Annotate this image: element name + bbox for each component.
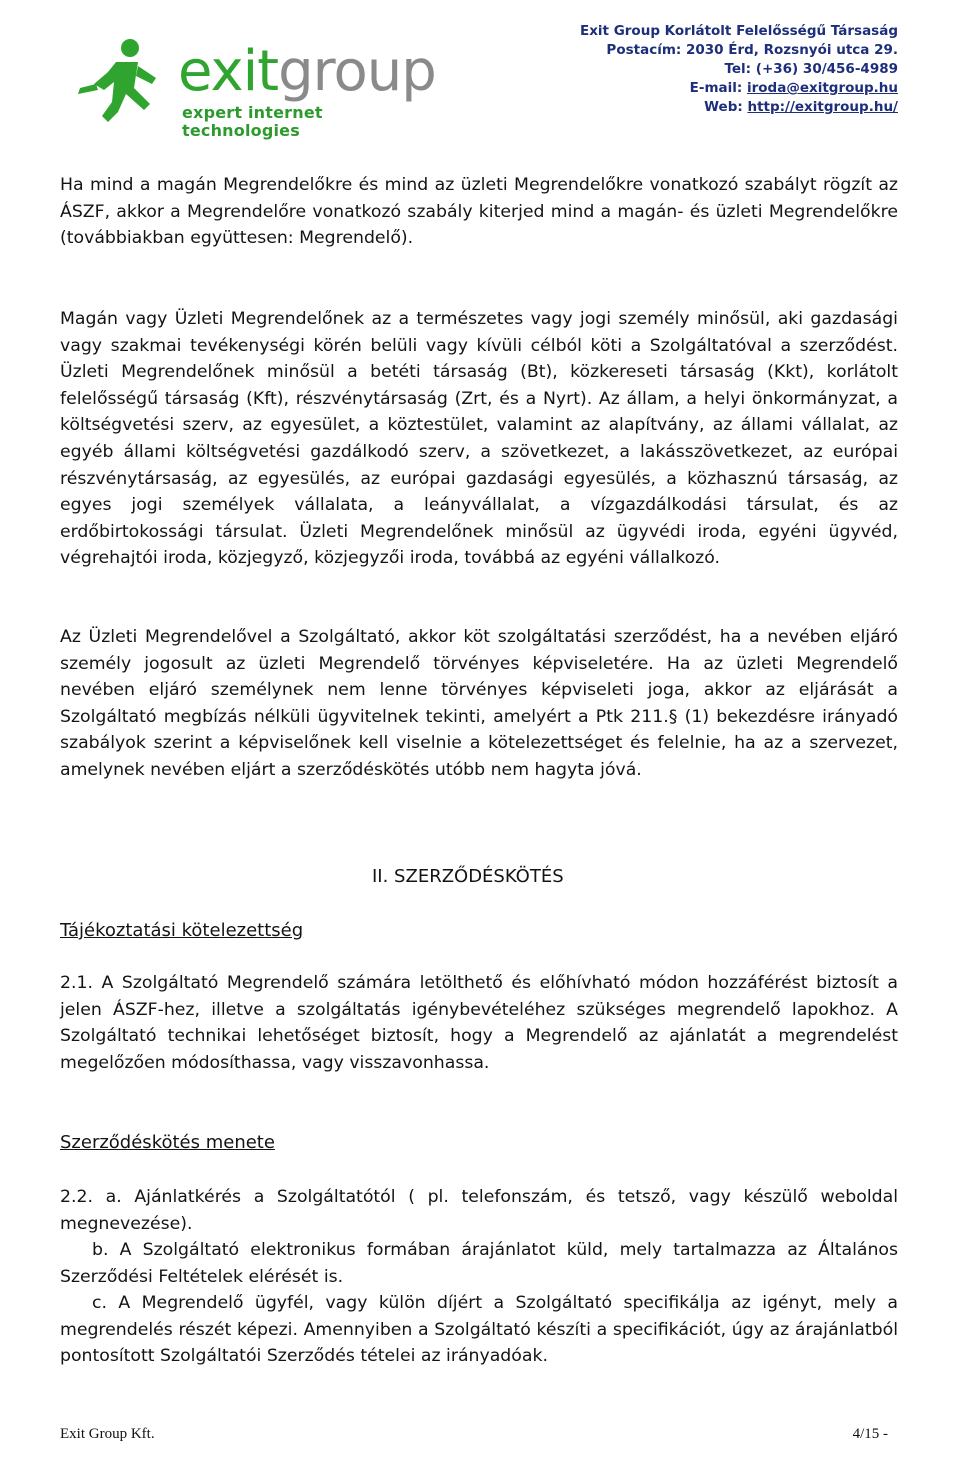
paragraph-2-2-a: 2.2. a. Ajánlatkérés a Szolgáltatótól ( pl. telefonszám, és tetsző, vagy készülő weboldal megnevezése). [60,1187,898,1234]
paragraph-uzleti-megrendelo: Magán vagy Üzleti Megrendelőnek az a természetes vagy jogi személy minősül, aki gazdasági vagy szakmai tevékenységi körén belüli vagy kívüli célból köti a Szolgáltatóval a szerződést. Üzleti Megrendelőnek minősül a betéti társaság (Bt), közkereseti társaság (Kkt), korlátolt felelősségű társaság (Kft), részvénytársaság (Zrt, és a Nyrt). Az állam, a helyi önkormányzat, a költségvetési szerv, az egyesület, a köztestület, valamint az alapítvány, az állami vállalat, az egyéb állami költségvetési gazdálkodó szerv, a szövetkezet, a lakásszövetkezet, az európai részvénytársaság, az egyesülés, az európai gazdasági egyesülés, a közhasznú társaság, az egyes jogi személyek vállalata, a leányvállalat, a vízgazdálkodási társulat, és az erdőbirtokossági társulat. Üzleti Megrendelőnek minősül az ügyvédi iroda, egyéni ügyvéd, végrehajtói iroda, közjegyző, közjegyzői iroda, továbbá az egyéni vállalkozó. [60,309,898,569]
company-info [580,22,898,117]
logo-tagline: expert internet technologies [182,103,323,140]
footer-page-number: 4/15 - [852,1426,888,1442]
company-web-line: Web: http://exitgroup.hu/ [704,99,898,115]
paragraph-2-1: 2.1. A Szolgáltató Megrendelő számára letölthető és előhívható módon hozzáférést biztosít a jelen ÁSZF-hez, illetve a szolgáltatás igénybevételéhez szükséges megrendelő lapokhoz. A Szolgáltató technikai lehetőséget biztosít, hogy a Megrendelő az ajánlatát a megrendelést megelőzően módosíthassa, vagy visszavonhassa. [60,973,898,1073]
company-phone: Tel: (+36) 30/456-4989 [724,61,898,77]
logo-wordmark: exitgroup [178,39,436,104]
paragraph-kepviselet: Az Üzleti Megrendelővel a Szolgáltató, akkor köt szolgáltatási szerződést, ha a nevében eljáró személy jogosult az üzleti Megrendelő törvényes képviseletére. Ha az üzleti Megrendelő nevében eljáró személynek nem lenne törvényes képviseleti joga, akkor az eljárását a Szolgáltató megbízás nélküli ügyvitelnek tekinti, amelyért a Ptk 211.§ (1) bekezdésre irányadó szabályok szerint a képviselőnek kell viselnie a kötelezettséget és felelnie, ha az a szervezet, amelynek nevében eljárt a szerződéskötés utóbb nem hagyta jóvá. [60,627,898,780]
company-name: Exit Group Korlátolt Felelősségű Társaság [579,23,898,39]
company-postal-address: Postacím: 2030 Érd, Rozsnyói utca 29. [606,42,898,58]
paragraph-2-2-b: b. A Szolgáltató elektronikus formában árajánlatot küld, mely tartalmazza az Általános Szerződési Feltételek elérését is. [60,1240,898,1287]
web-link[interactable]: http://exitgroup.hu/ [747,99,898,115]
paragraph-megrendelo-definition: Ha mind a magán Megrendelőkre és mind az üzleti Megrendelőkre vonatkozó szabályt rögzít az ÁSZF, akkor a Megrendelőre vonatkozó szabály kiterjed mind a magán- és üzleti Megrendelőkre (továbbiakban együttesen: Megrendelő). [60,175,898,249]
company-email-line: E-mail: iroda@exitgroup.hu [689,80,898,96]
footer-company: Exit Group Kft. [60,1426,155,1442]
email-link[interactable]: iroda@exitgroup.hu [747,80,898,96]
paragraph-2-2-c: c. A Megrendelő ügyfél, vagy külön díjért a Szolgáltató specifikálja az igényt, mely a megrendelés részét képezi. Amennyiben a Szolgáltató készíti a specifikációt, úgy az árajánlatból pontosított Szolgáltatói Szerződés tételei az irányadóak. [60,1293,898,1367]
running-man-icon [58,32,178,128]
company-logo [58,32,436,140]
subheading-tajekoztatasi: Tájékoztatási kötelezettség [60,920,304,941]
section-title: II. SZERZŐDÉSKÖTÉS [372,866,564,887]
subheading-szerzodeskotes: Szerződéskötés menete [60,1132,275,1153]
